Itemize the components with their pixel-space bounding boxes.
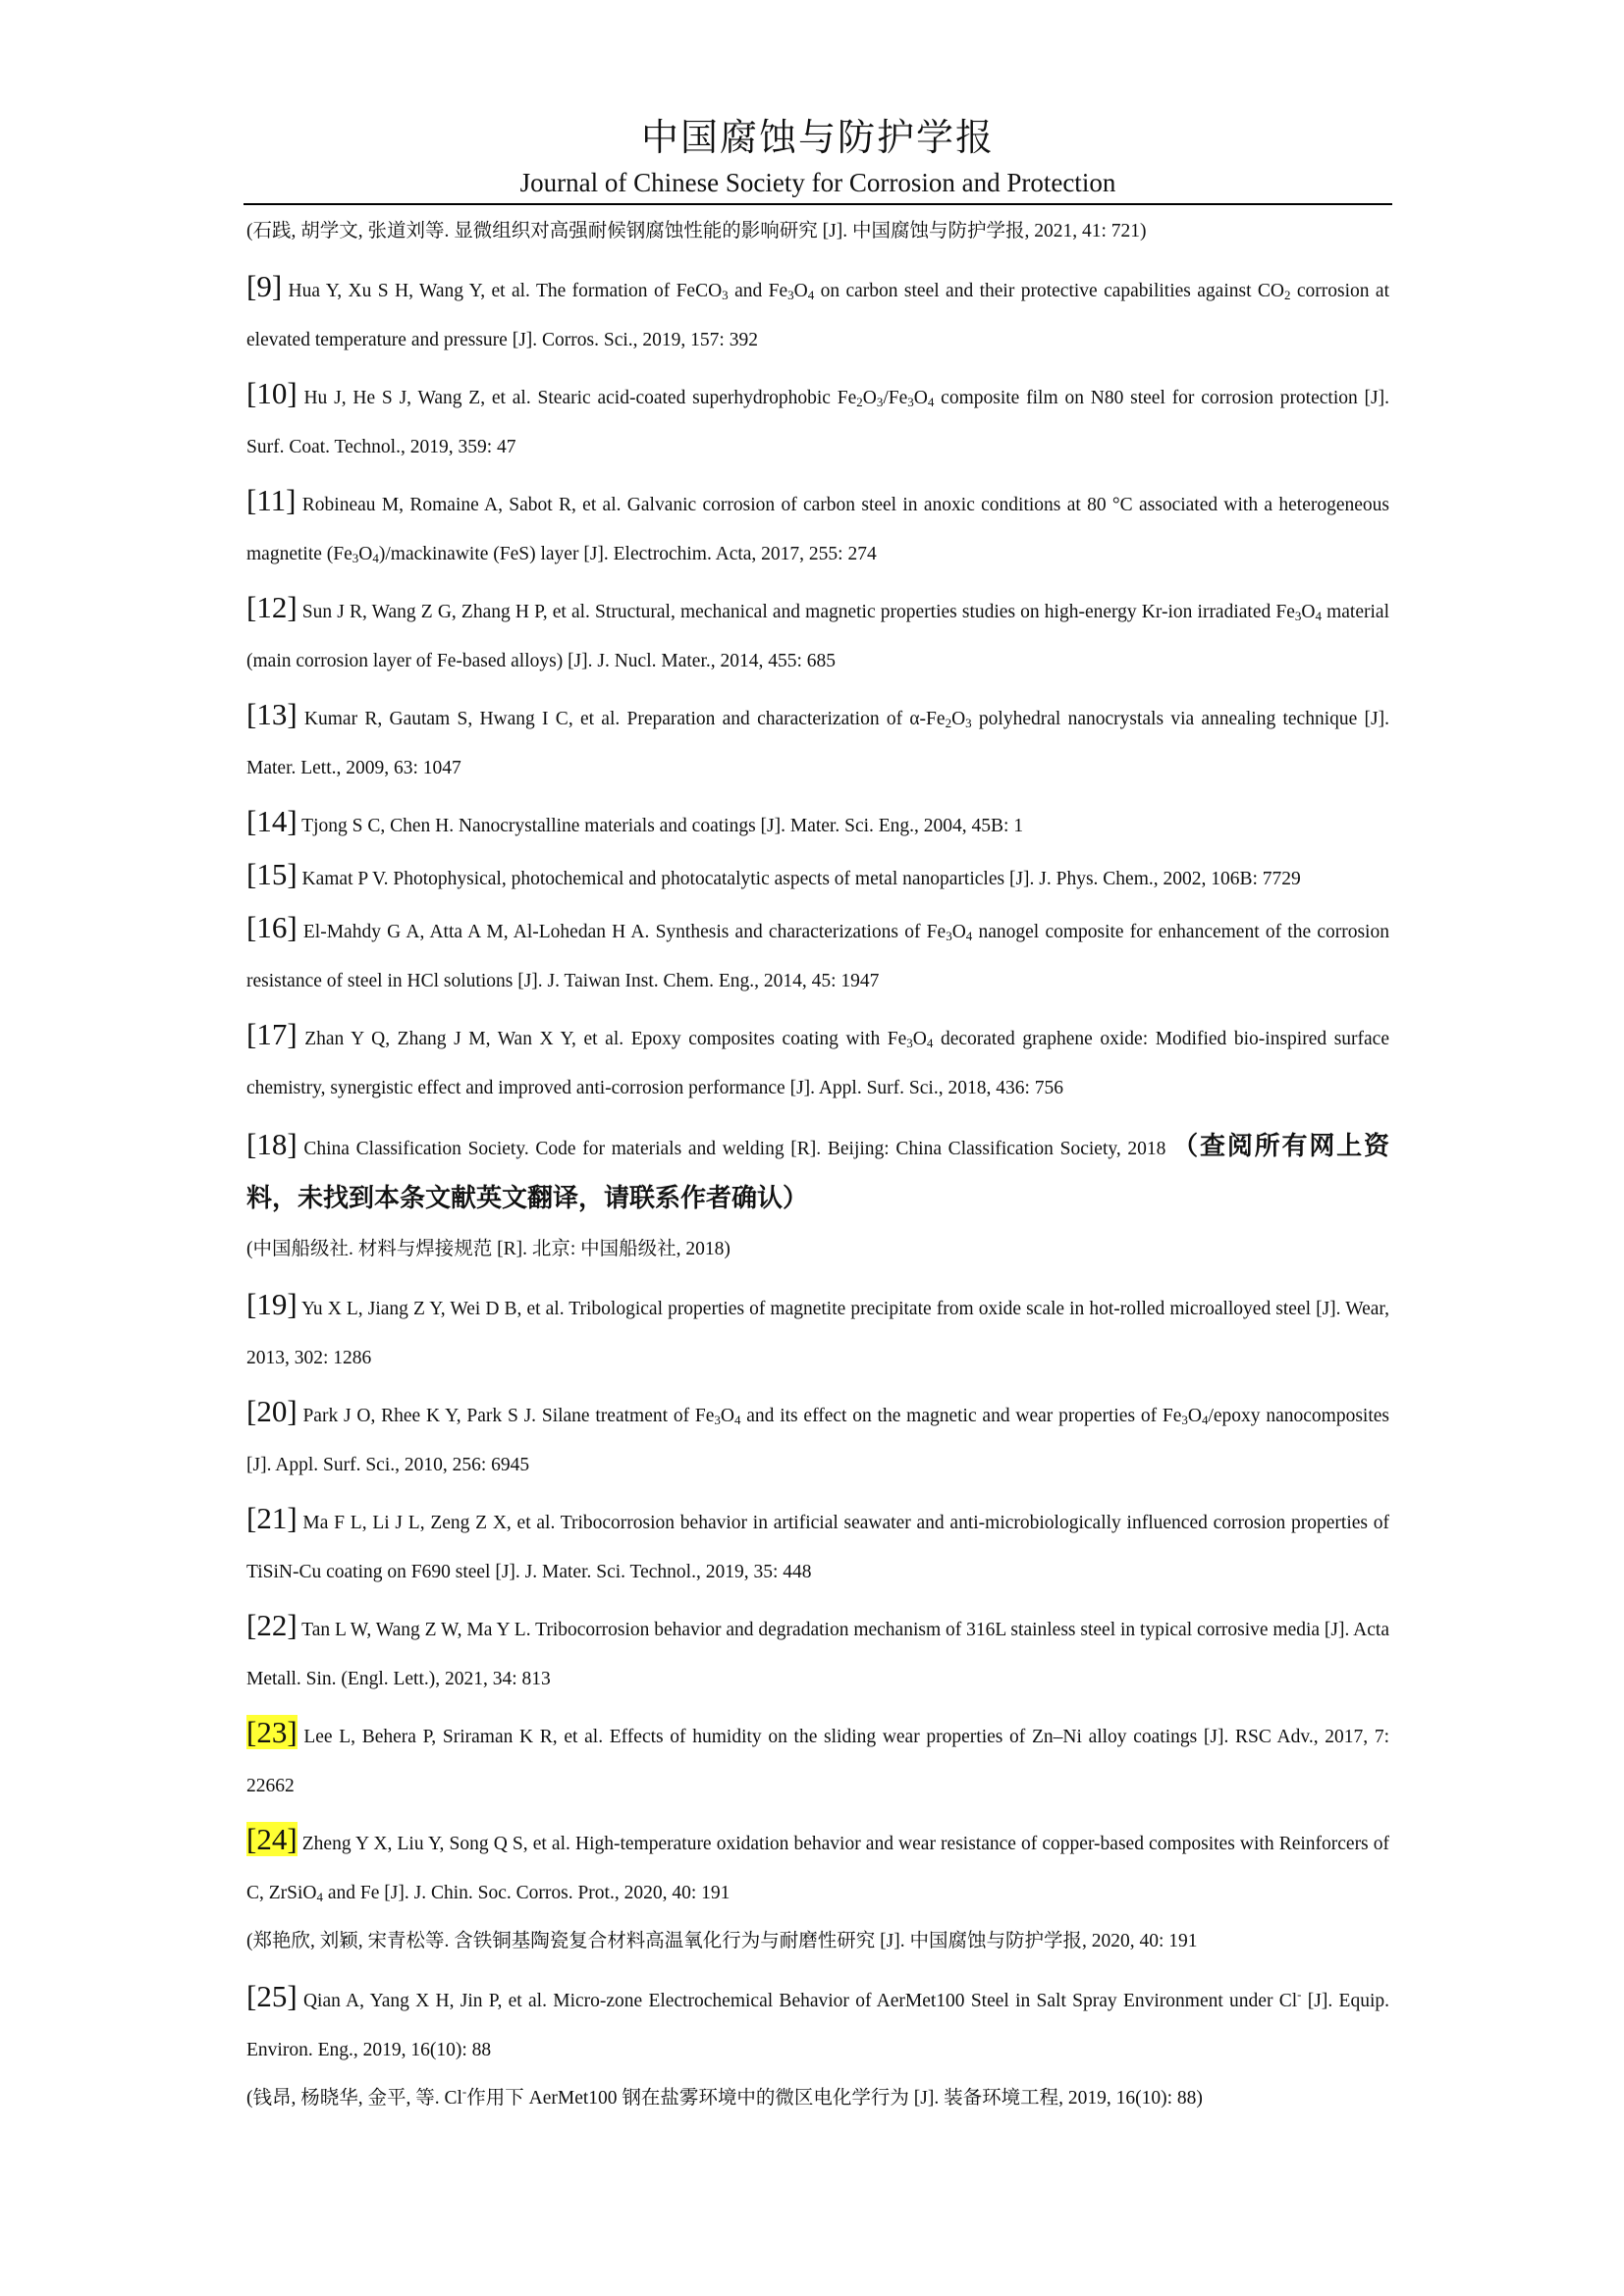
reference-number: [25] xyxy=(246,1979,298,2013)
header-divider xyxy=(244,203,1392,205)
reference-24: [24] Zheng Y X, Liu Y, Song Q S, et al. High-temperature oxidation behavior and wear resistance of copper-based composites with Reinforcers of C, ZrSiO$_4$ and Fe [J]. J. Chin. Soc. Corros. Prot., 2020, 40: 191 xyxy=(246,1822,1389,1904)
reference-number: [14] xyxy=(246,804,298,838)
journal-title-en: Journal of Chinese Society for Corrosion and Protection xyxy=(519,168,1116,197)
reference-21: [21] Ma F L, Li J L, Zeng Z X, et al. Tribocorrosion behavior in artificial seawater and anti-microbiologically influenced corrosion properties of TiSiN-Cu coating on F690 steel [J]. J. Mater. Sci. Technol., 2019, 35: 448 xyxy=(246,1501,1389,1582)
reference-number-highlighted: [24] xyxy=(246,1822,298,1856)
reference-17: [17] Zhan Y Q, Zhang J M, Wan X Y, et al. Epoxy composites coating with $Fe_3O_4$ decorated graphene oxide: Modified bio-inspired surface chemistry, synergistic effect and improved anti-corrosion performance [J]. Appl. Surf. Sci., 2018, 436: 756 xyxy=(246,1017,1389,1098)
journal-title-cn: 中国腐蚀与防护学报 xyxy=(640,118,995,159)
reference-number: [19] xyxy=(246,1287,298,1321)
reference-13: [13] Kumar R, Gautam S, Hwang I C, et al. Preparation and characterization of $\alpha-Fe_2O_3$ polyhedral nanocrystals via annealing technique [J]. Mater. Lett., 2009, 63: 1047 xyxy=(246,697,1389,778)
reference-23: [23] Lee L, Behera P, Sriraman K R, et al. Effects of humidity on the sliding wear properties of Zn–Ni alloy coatings [J]. RSC Adv., 2017, 7: 22662 xyxy=(246,1715,1389,1796)
reference-number: [12] xyxy=(246,590,298,624)
reference-9: [9] Hua Y, Xu S H, Wang Y, et al. The formation of FeCO$_3$ and $Fe_3O_4$ on carbon steel and their protective capabilities against $CO_2$ corrosion at elevated temperature and pressure [J]. Corros. Sci., 2019, 157: 392 xyxy=(246,269,1389,350)
journal-header xyxy=(244,114,1392,200)
reference-16: [16] El-Mahdy G A, Atta A M, Al-Lohedan H A. Synthesis and characterizations of $Fe_3O_4$ nanogel composite for enhancement of the corrosion resistance of steel in HCl solutions [J]. J. Taiwan Inst. Chem. Eng., 2014, 45: 1947 xyxy=(246,910,1389,991)
reference-10: [10] Hu J, He S J, Wang Z, et al. Stearic acid-coated superhydrophobic $Fe_2O_3/Fe_3O_4$ composite film on N80 steel for corrosion protection [J]. Surf. Coat. Technol., 2019, 359: 47 xyxy=(246,376,1390,457)
reference-19: [19] Yu X L, Jiang Z Y, Wei D B, et al. Tribological properties of magnetite precipitate from oxide scale in hot-rolled microalloyed steel [J]. Wear, 2013, 302: 1286 xyxy=(246,1287,1389,1368)
editor-note: （查阅所有网上资料，未找到本条文献英文翻译，请联系作者确认） xyxy=(246,1132,1389,1213)
reference-24-cn-translation: (郑艳欣, 刘颖, 宋青松等. 含铁铜基陶瓷复合材料高温氧化行为与耐磨性研究 [J]. 中国腐蚀与防护学报, 2020, 40: 191 xyxy=(246,1931,1198,1951)
reference-number: [18] xyxy=(246,1127,298,1161)
reference-11: [11] Robineau M, Romaine A, Sabot R, et al. Galvanic corrosion of carbon steel in anoxic conditions at 80 °C associated with a heterogeneous magnetite $(Fe_3O_4)$/mackinawite (FeS) layer [J]. Electrochim. Acta, 2017, 255: 274 xyxy=(246,483,1389,565)
reference-20: [20] Park J O, Rhee K Y, Park S J. Silane treatment of $Fe_3O_4$ and its effect on the magnetic and wear properties of $Fe_3O_4$/epoxy nanocomposites [J]. Appl. Surf. Sci., 2010, 256: 6945 xyxy=(246,1394,1390,1475)
reference-list xyxy=(246,212,1389,2134)
reference-14: [14] Tjong S C, Chen H. Nanocrystalline materials and coatings [J]. Mater. Sci. Eng., 2004, 45B: 1 xyxy=(246,804,1024,838)
reference-15: [15] Kamat P V. Photophysical, photochemical and photocatalytic aspects of metal nanoparticles [J]. J. Phys. Chem., 2002, 106B: 7729 xyxy=(246,857,1301,891)
reference-18-cn-translation: (中国船级社. 材料与焊接规范 [R]. 北京: 中国船级社, 2018) xyxy=(246,1239,731,1259)
reference-number: [15] xyxy=(246,857,298,891)
reference-18: [18] China Classification Society. Code for materials and welding [R]. Beijing: China Classification Society, 2018 （查阅所有网上资料，未找到本条文献英文翻译，请联系作者确认） xyxy=(246,1127,1389,1213)
reference-number: [10] xyxy=(246,376,298,410)
reference-25-cn-translation: (钱昂, 杨晓华, 金平, 等. Cl-作用下 AerMet100 钢在盐雾环境中的微区电化学行为 [J]. 装备环境工程, 2019, 16(10): 88) xyxy=(246,2084,1203,2109)
reference-number: [22] xyxy=(246,1608,298,1642)
reference-25: [25] Qian A, Yang X H, Jin P, et al. Micro-zone Electrochemical Behavior of AerMet100 Steel in Salt Spray Environment under Cl- [J]. Equip. Environ. Eng., 2019, 16(10): 88 xyxy=(246,1979,1389,2060)
reference-22: [22] Tan L W, Wang Z W, Ma Y L. Tribocorrosion behavior and degradation mechanism of 316L stainless steel in typical corrosive media [J]. Acta Metall. Sin. (Engl. Lett.), 2021, 34: 813 xyxy=(246,1608,1389,1689)
reference-number: [11] xyxy=(246,483,297,517)
reference-number: [17] xyxy=(246,1017,298,1051)
reference-number: [13] xyxy=(246,697,298,731)
reference-12: [12] Sun J R, Wang Z G, Zhang H P, et al. Structural, mechanical and magnetic properties studies on high-energy Kr-ion irradiated $Fe_3O_4$ material (main corrosion layer of Fe-based alloys) [J]. J. Nucl. Mater., 2014, 455: 685 xyxy=(246,590,1389,671)
reference-number: [16] xyxy=(246,910,298,944)
reference-number: [21] xyxy=(246,1501,298,1535)
reference-number-highlighted: [23] xyxy=(246,1715,298,1749)
reference-number: [20] xyxy=(246,1394,298,1428)
reference-number: [9] xyxy=(246,269,283,303)
reference-8-cn-translation: (石践, 胡学文, 张道刘等. 显微组织对高强耐候钢腐蚀性能的影响研究 [J]. 中国腐蚀与防护学报, 2021, 41: 721) xyxy=(246,221,1147,241)
